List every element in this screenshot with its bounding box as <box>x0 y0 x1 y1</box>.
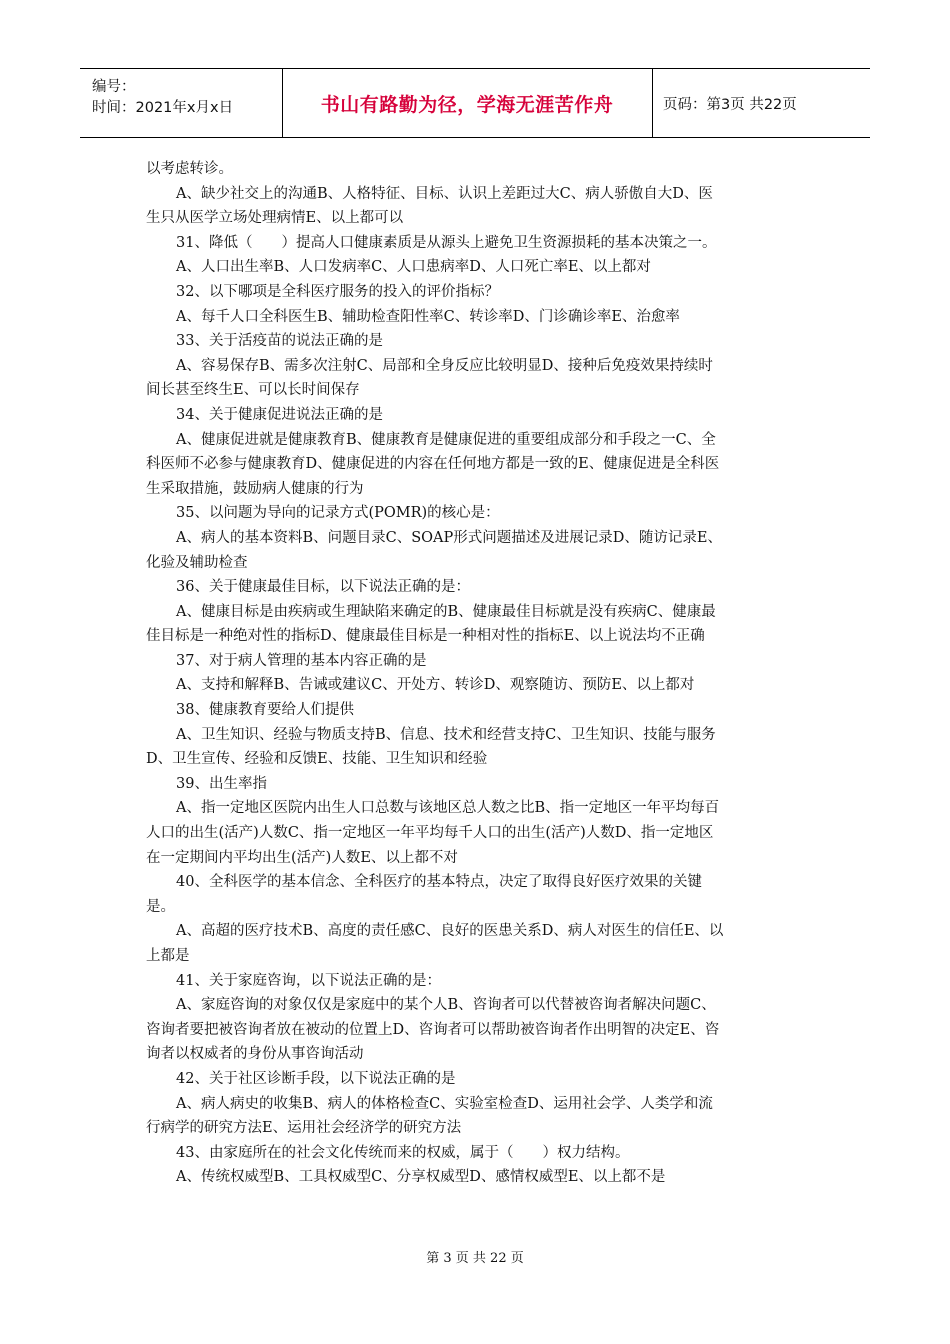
text-line: A、容易保存B、需多次注射C、局部和全身反应比较明显D、接种后免疫效果持续时 <box>176 357 713 374</box>
text-line: 39、出生率指 <box>176 775 267 792</box>
text-line: A、病人的基本资料B、问题目录C、SOAP形式问题描述及进展记录D、随访记录E、 <box>176 529 722 546</box>
text-line: A、指一定地区医院内出生人口总数与该地区总人数之比B、指一定地区一年平均每百 <box>176 800 720 817</box>
text-line: A、高超的医疗技术B、高度的责任感C、良好的医患关系D、病人对医生的信任E、以 <box>176 923 724 940</box>
text-line: 间长甚至终生E、可以长时间保存 <box>146 382 360 399</box>
text-line: A、病人病史的收集B、病人的体格检查C、实验室检查D、运用社会学、人类学和流 <box>176 1095 713 1112</box>
text-line: 生只从医学立场处理病情E、以上都可以 <box>146 210 404 227</box>
text-line: 34、关于健康促进说法正确的是 <box>176 406 383 423</box>
text-line: 42、关于社区诊断手段，以下说法正确的是 <box>176 1070 456 1087</box>
text-line: 咨询者要把被咨询者放在被动的位置上D、咨询者可以帮助被咨询者作出明智的决定E、咨 <box>146 1021 720 1038</box>
text-line: A、健康目标是由疾病或生理缺陷来确定的B、健康最佳目标就是没有疾病C、健康最 <box>176 603 716 620</box>
text-line: A、卫生知识、经验与物质支持B、信息、技术和经营支持C、卫生知识、技能与服务 <box>176 726 716 743</box>
text-line: 32、以下哪项是全科医疗服务的投入的评价指标？ <box>176 283 499 300</box>
text-line: 询者以权威者的身份从事咨询活动 <box>146 1046 364 1063</box>
text-line: 科医师不必参与健康教育D、健康促进的内容在任何地方都是一致的E、健康促进是全科医 <box>146 456 720 473</box>
text-line: A、传统权威型B、工具权威型C、分享权威型D、感情权威型E、以上都不是 <box>176 1169 666 1186</box>
page-footer: 第 3 页 共 22 页 <box>426 1251 524 1266</box>
text-line: A、支持和解释B、告诫或建议C、开处方、转诊D、观察随访、预防E、以上都对 <box>176 677 695 694</box>
text-line: 佳目标是一种绝对性的指标D、健康最佳目标是一种相对性的指标E、以上说法均不正确 <box>146 628 705 645</box>
text-line: 35、以问题为导向的记录方式(POMR)的核心是： <box>176 505 500 522</box>
text-line: 以考虑转诊。 <box>146 161 233 177</box>
document-number-label: 编号： <box>92 79 136 95</box>
text-line: A、家庭咨询的对象仅仅是家庭中的某个人B、咨询者可以代替被咨询者解决问题C、 <box>176 997 716 1014</box>
text-line: 化验及辅助检查 <box>146 554 248 571</box>
text-line: D、卫生宣传、经验和反馈E、技能、卫生知识和经验 <box>146 751 488 768</box>
document-body <box>146 157 806 1190</box>
text-line: A、缺少社交上的沟通B、人格特征、目标、认识上差距过大C、病人骄傲自大D、医 <box>176 185 713 202</box>
text-line: 行病学的研究方法E、运用社会经济学的研究方法 <box>146 1120 462 1137</box>
text-line: 在一定期间内平均出生(活产)人数E、以上都不对 <box>146 849 458 866</box>
text-line: 生采取措施，鼓励病人健康的行为 <box>146 480 364 497</box>
text-line: A、人口出生率B、人口发病率C、人口患病率D、人口死亡率E、以上都对 <box>176 259 651 276</box>
text-line: 41、关于家庭咨询，以下说法正确的是： <box>176 972 441 989</box>
text-line: 37、对于病人管理的基本内容正确的是 <box>176 652 427 669</box>
text-line: 上都是 <box>146 948 190 964</box>
text-line: 40、全科医学的基本信念、全科医疗的基本特点，决定了取得良好医疗效果的关键 <box>176 874 702 891</box>
text-line: 43、由家庭所在的社会文化传统而来的权威，属于（ ）权力结构。 <box>176 1144 630 1161</box>
text-line: 31、降低（ ）提高人口健康素质是从源头上避免卫生资源损耗的基本决策之一。 <box>176 234 717 251</box>
text-line: A、健康促进就是健康教育B、健康教育是健康促进的重要组成部分和手段之一C、全 <box>176 431 716 448</box>
text-line: 是。 <box>146 898 175 915</box>
page-header <box>80 68 870 138</box>
text-line: A、每千人口全科医生B、辅助检查阳性率C、转诊率D、门诊确诊率E、治愈率 <box>176 308 680 325</box>
header-meta <box>80 69 283 137</box>
text-line: 人口的出生(活产)人数C、指一定地区一年平均每千人口的出生(活产)人数D、指一定地区 <box>146 825 714 842</box>
text-line: 36、关于健康最佳目标，以下说法正确的是： <box>176 579 470 596</box>
text-line: 38、健康教育要给人们提供 <box>176 702 354 719</box>
text-line: 33、关于活疫苗的说法正确的是 <box>176 333 383 350</box>
header-page-info: 页码：第3页 共22页 <box>663 96 797 113</box>
document-date: 时间：2021年x月x日 <box>92 100 234 116</box>
header-motto: 书山有路勤为径，学海无涯苦作舟 <box>282 69 653 137</box>
